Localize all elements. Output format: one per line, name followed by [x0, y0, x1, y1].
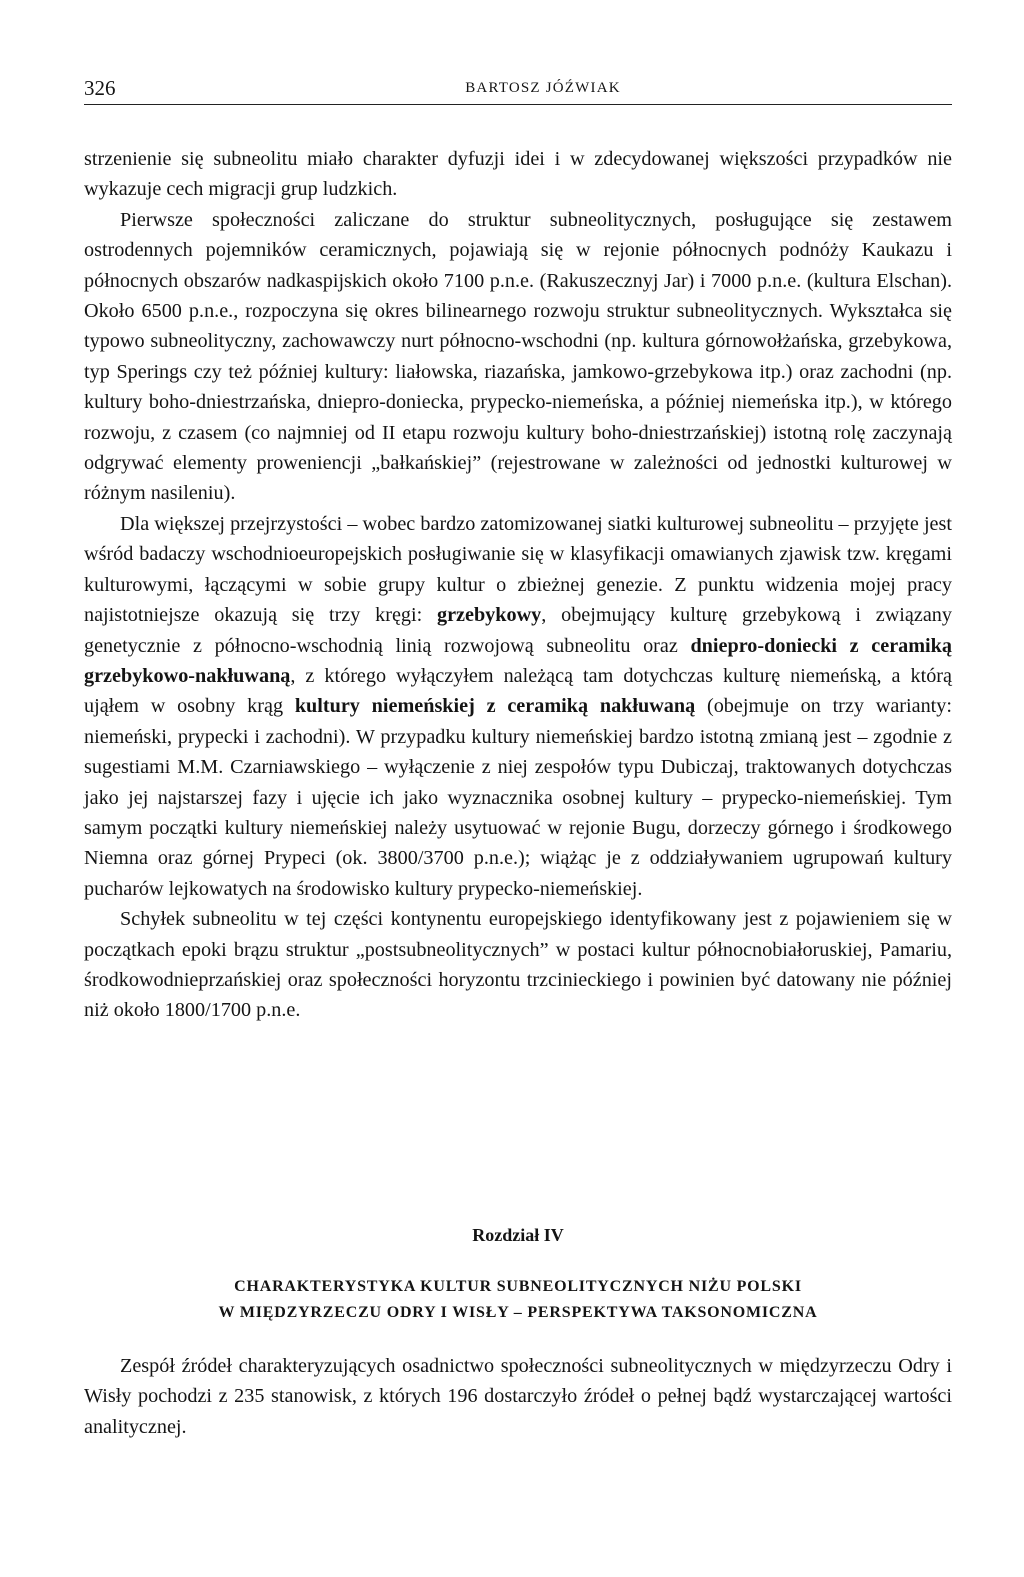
running-head: BARTOSZ JÓŹWIAK	[465, 80, 621, 96]
paragraph-3-text-d: , z którego wyłączyłem należącą tam dotychczas kulturę niemeńską, a którą ująłem w osobny krąg	[84, 664, 952, 718]
paragraph-3-text-c: , obejmujący kulturę grzebykową i związany genetycznie z północno-wschodnią linią rozwojową subneolitu oraz	[84, 604, 952, 657]
term-grzebykowy: grzebykowy	[436, 604, 542, 627]
page-number: 326	[84, 76, 116, 100]
chapter-label: Rozdział IV	[472, 1225, 564, 1245]
chapter-heading	[84, 1225, 952, 1326]
paragraph-4: Schyłek subneolitu w tej części kontynentu europejskiego identyfikowany jest z pojawieniem się w początkach epoki brązu struktur „postsubneolitycznych” w postaci kultur północnobiałoruskiej, Pamariu, środkowodnieprzańskiej oraz społeczności horyzontu trzcinieckiego i powinien być datowany nie później niż około 1800/1700 p.n.e.	[84, 908, 952, 1022]
chapter-title-line-2: W MIĘDZYRZECZU ODRY I WISŁY – PERSPEKTYWA TAKSONOMICZNA	[218, 1304, 818, 1321]
chapter-title-line-1: CHARAKTERYSTYKA KULTUR SUBNEOLITYCZNYCH NIŻU POLSKI	[234, 1278, 802, 1295]
section-paragraph-1: Zespół źródeł charakteryzujących osadnictwo społeczności subneolitycznych w międzyrzeczu Odry i Wisły pochodzi z 235 stanowisk, z których 196 dostarczyło źródeł o pełnej bądź wystarczającej wartości analitycznej.	[84, 1355, 952, 1438]
paragraph-3	[84, 509, 952, 904]
paragraph-3-text-a: Dla większej przejrzystości – wobec bardzo zatomizowanej siatki kulturowej subneolitu – przyjęte jest wśród badaczy wschodnioeuropejskich posługiwanie się w klasyfikacji omawianych zjawisk tzw. kręgami kulturowymi, łączącymi w sobie grupy kultur o zbieżnej genezie. Z punktu widzenia mojej pracy najistotniejsze okazują się trzy kręgi:	[84, 512, 952, 627]
body-text	[84, 144, 952, 1026]
section-text	[84, 1351, 952, 1442]
paragraph-3-text-e: (obejmuje on trzy warianty: niemeński, prypecki i zachodni). W przypadku kultury niemeńskiej bardzo istotną zmianą jest – zgodnie z sugestiami M.M. Czarniawskiego – wyłączenie z niej zespołów typu Dubiczaj, traktowanych dotychczas jako jej najstarszej fazy i ujęcie ich jako wyznacznika osobnej kultury – prypecko-niemeńskiej. Tym samym początki kultury niemeńskiej należy usytuować w rejonie Bugu, dorzeczy górnego i środkowego Niemna oraz górnej Prypeci (ok. 3800/3700 p.n.e.); wiążąc je z oddziaływaniem ugrupowań kultury pucharów lejkowatych na środowisko kultury prypecko-niemeńskiej.	[84, 695, 952, 900]
paragraph-2: Pierwsze społeczności zaliczane do struktur subneolitycznych, posługujące się zestawem ostrodennych pojemników ceramicznych, pojawiają się w rejonie północnych podnóży Kaukazu i północnych obszarów nadkaspijskich około 7100 p.n.e. (Rakuszecznyj Jar) i 7000 p.n.e. (kultura Elschan). Około 6500 p.n.e., rozpoczyna się okres bilinearnego rozwoju struktur subneolitycznych. Wykształca się typowo subneolityczny, zachowawczy nurt północno-wschodni (np. kultura górnowołżańska, grzebykowa, typ Sperings czy też później kultury: liałowska, riazańska, jamkowo-grzebykowa itp.) oraz zachodni (np. kultury boho-dniestrzańska, dniepro-doniecka, prypecko-niemeńska, a później niemeńska itp.), w którego rozwoju, z czasem (co najmniej od II etapu rozwoju kultury boho-dniestrzańskiej) istotną rolę zaczynają odgrywać elementy proweniencji „bałkańskiej” (rejestrowane w zależności od jednostki kulturowej w różnym nasileniu).	[84, 208, 952, 505]
page-header	[84, 74, 952, 105]
term-kultura-niemenska: kultury niemeńskiej z ceramiką nakłuwaną	[294, 695, 696, 718]
paragraph-1: strzenienie się subneolitu miało charakter dyfuzji idei i w zdecydowanej większości przypadków nie wykazuje cech migracji grup ludzkich.	[84, 148, 952, 201]
term-dniepro-doniecki: dniepro-doniecki z ceramiką grzebykowo-nakłuwaną	[84, 634, 952, 687]
